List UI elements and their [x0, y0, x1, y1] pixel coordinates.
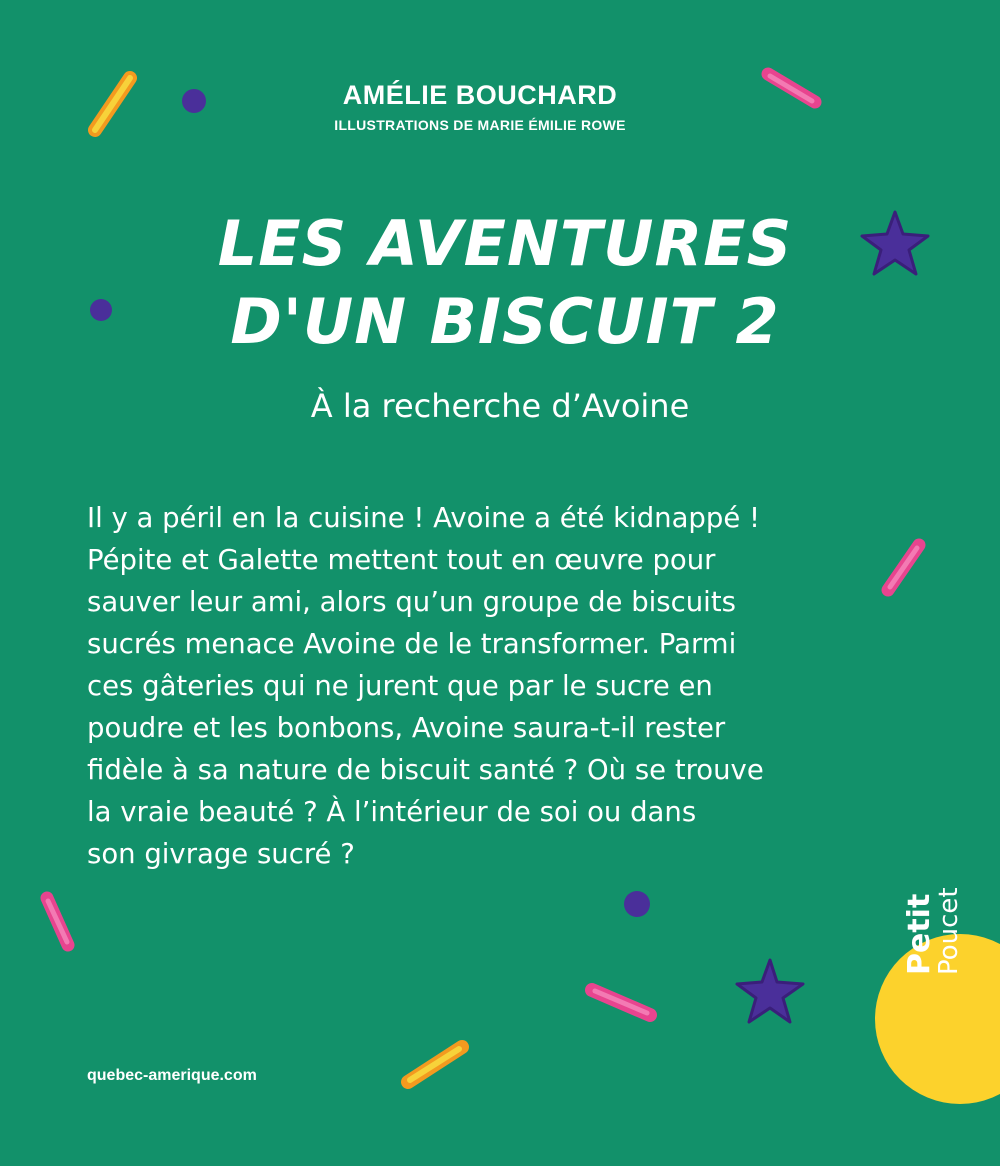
- summary-line: sauver leur ami, alors qu’un groupe de biscuits: [87, 586, 736, 618]
- star-icon: [737, 960, 803, 1022]
- summary-line: la vraie beauté ? À l’intérieur de soi ou dans: [87, 796, 697, 828]
- title-line: D'UN BISCUIT 2: [230, 285, 780, 358]
- summary-line: poudre et les bonbons, Avoine saura-t-il rester: [87, 712, 726, 744]
- illustrator-credit: ILLUSTRATIONS DE MARIE ÉMILIE ROWE: [334, 117, 626, 133]
- dot-icon: [624, 891, 650, 917]
- summary-line: Pépite et Galette mettent tout en œuvre pour: [87, 544, 716, 576]
- title-line: LES AVENTURES: [217, 207, 793, 280]
- summary-text: [87, 497, 857, 875]
- sprinkle-icon: [410, 1049, 459, 1080]
- summary-line: sucrés menace Avoine de le transformer. Parmi: [87, 628, 737, 660]
- badge-line-petit: Petit: [902, 893, 937, 975]
- badge-line-poucet: Poucet: [934, 887, 964, 975]
- book-subtitle: À la recherche d’Avoine: [310, 387, 690, 425]
- collection-badge-label: [902, 887, 964, 975]
- book-title: [0, 205, 1000, 361]
- summary-line: ces gâteries qui ne jurent que par le sucre en: [87, 670, 713, 702]
- sprinkle-icon: [890, 548, 917, 587]
- author-name: AMÉLIE BOUCHARD: [342, 80, 618, 110]
- summary-line: Il y a péril en la cuisine ! Avoine a été kidnappé !: [87, 502, 761, 534]
- publisher-website[interactable]: quebec-amerique.com: [87, 1067, 257, 1084]
- summary-line: son givrage sucré ?: [87, 838, 355, 870]
- summary-line: fidèle à sa nature de biscuit santé ? Où se trouve: [87, 754, 764, 786]
